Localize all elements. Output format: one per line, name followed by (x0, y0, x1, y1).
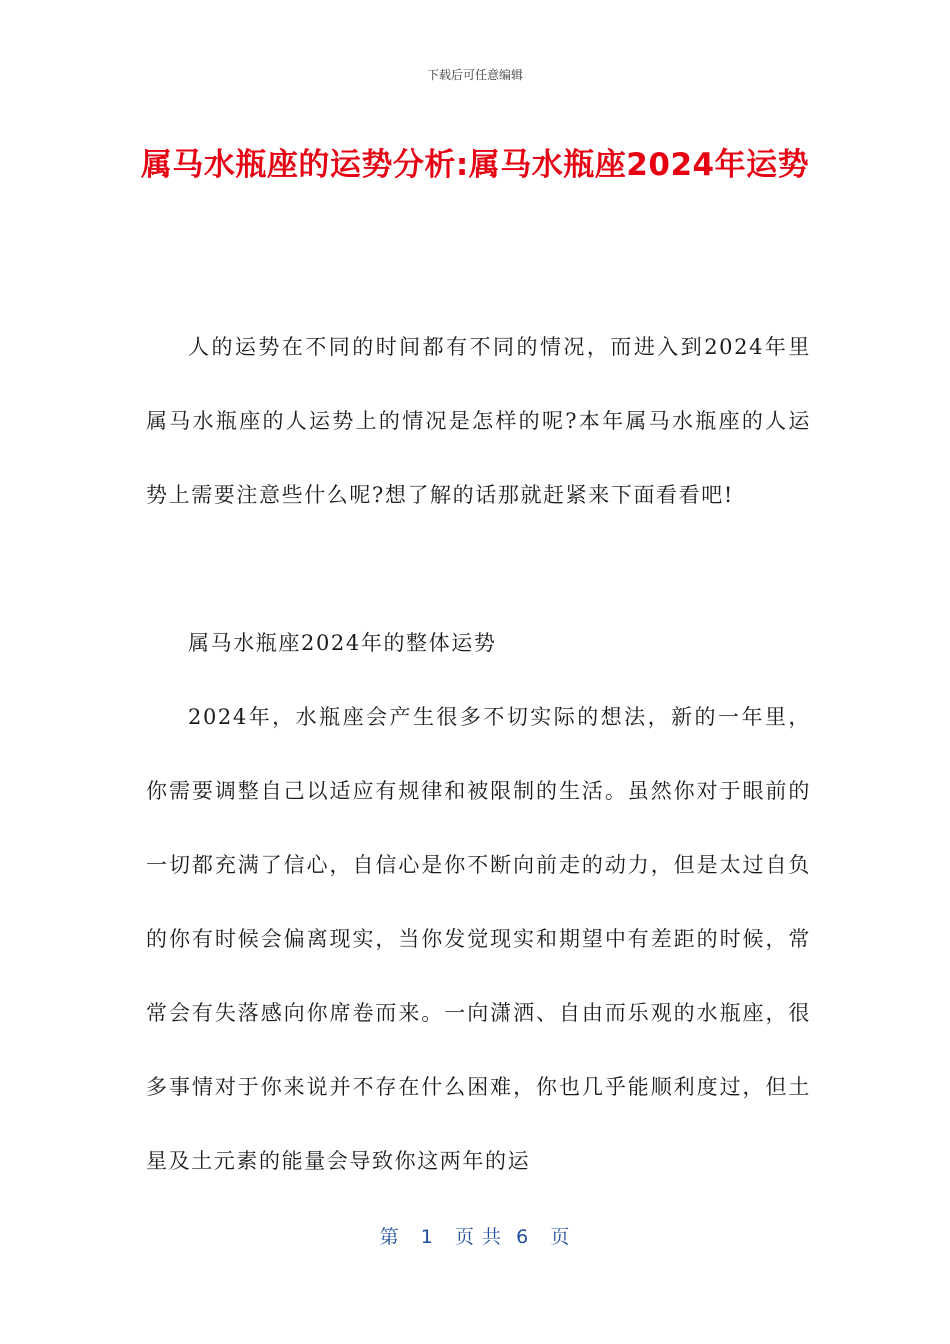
intro-paragraph-block (146, 310, 811, 532)
section-heading: 属马水瓶座2024年的整体运势 (188, 631, 497, 655)
header-note: 下载后可任意编辑 (426, 68, 523, 82)
overall-fortune-paragraph-block (146, 680, 811, 1198)
overall-fortune-paragraph: 2024年，水瓶座会产生很多不切实际的想法，新的一年里，你需要调整自己以适应有规律和被限制的生活。虽然你对于眼前的一切都充满了信心，自信心是你不断向前走的动力，但是太过自负的你有时候会偏离现实，当你发觉现实和期望中有差距的时候，常常会有失落感向你席卷而来。一向潇洒、自由而乐观的水瓶座，很多事情对于你来说并不存在什么困难，你也几乎能顺利度过，但土星及土元素的能量会导致你这两年的运 (146, 705, 811, 1173)
page-number-footer: 第 1 页 共 6 页 (379, 1226, 571, 1248)
section-heading-block (146, 606, 811, 680)
document-title: 属马水瓶座的运势分析:属马水瓶座2024年运势 (140, 147, 810, 183)
intro-paragraph: 人的运势在不同的时间都有不同的情况，而进入到2024年里属马水瓶座的人运势上的情况是怎样的呢?本年属马水瓶座的人运势上需要注意些什么呢?想了解的话那就赶紧来下面看看吧! (146, 335, 811, 507)
